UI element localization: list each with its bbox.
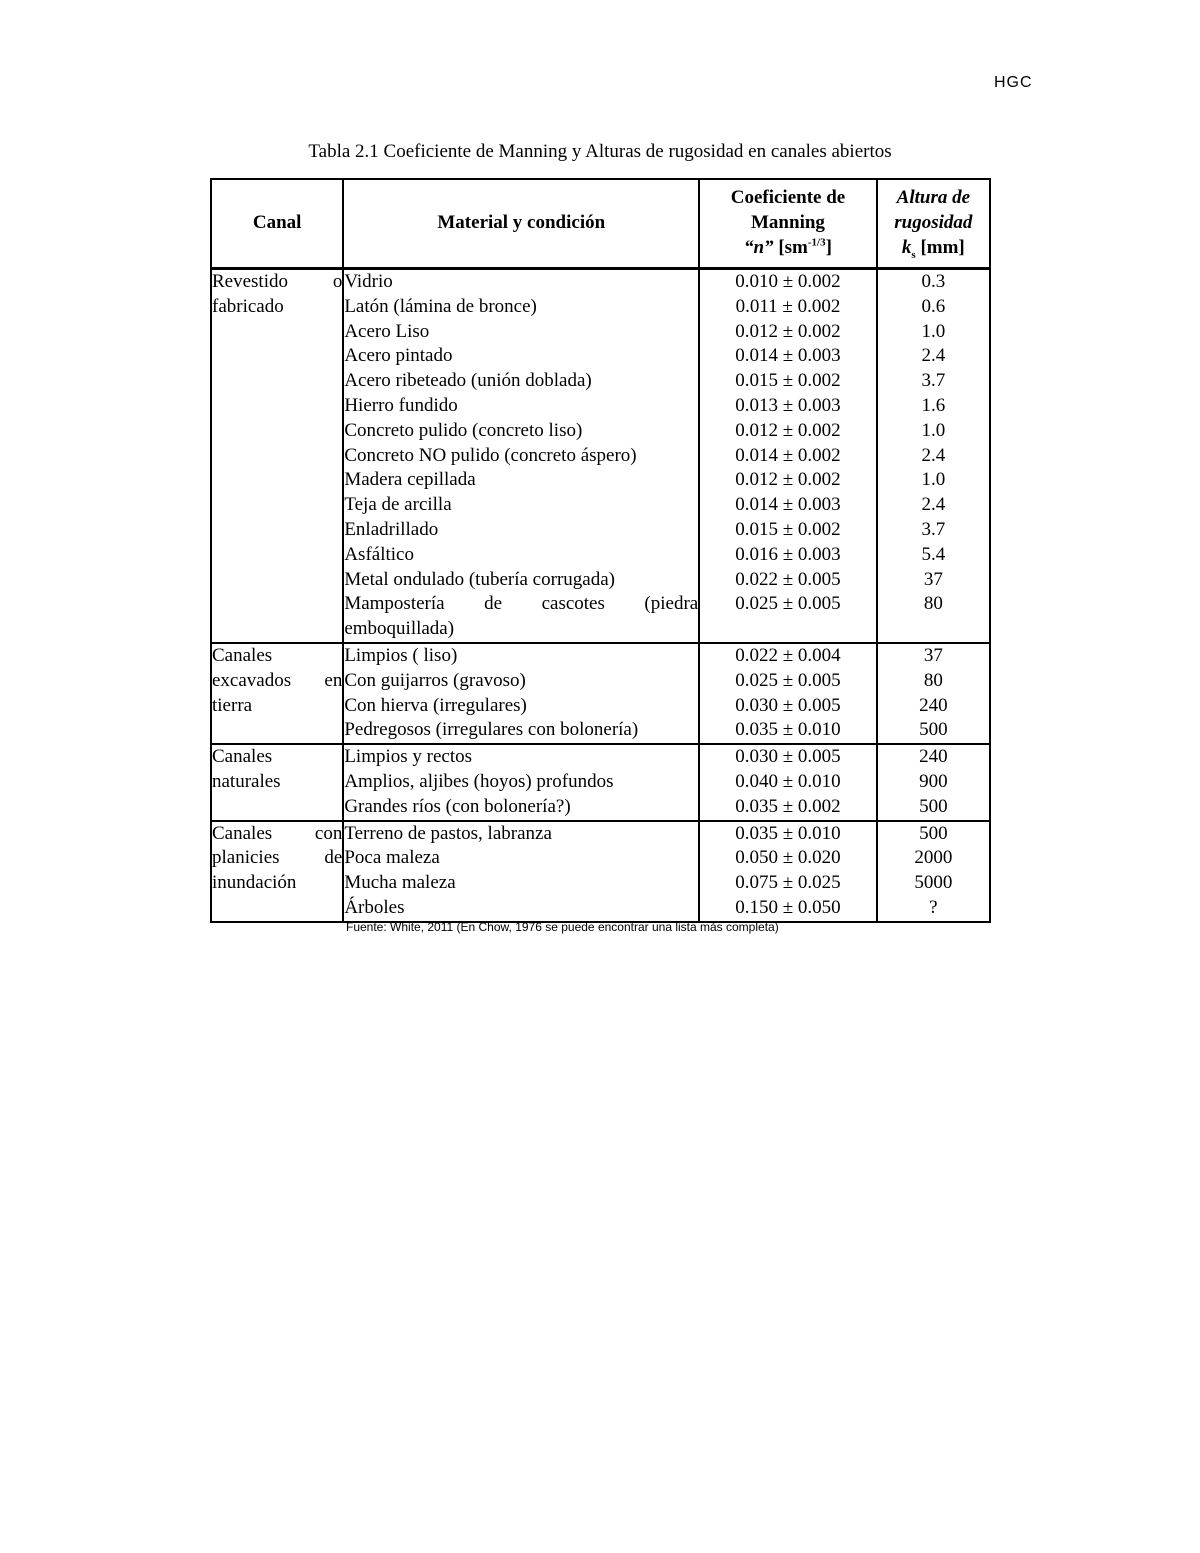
manning-n-cell: 0.075 ± 0.025 <box>699 871 876 896</box>
header-ks-sub: s <box>911 248 916 261</box>
roughness-ks-cell: 37 <box>877 643 990 669</box>
manning-n-cell: 0.015 ± 0.002 <box>699 518 876 543</box>
header-canal: Canal <box>211 179 343 269</box>
material-cell: Acero pintado <box>343 344 699 369</box>
material-cell: Concreto NO pulido (concreto áspero) <box>343 444 699 469</box>
manning-n-cell: 0.035 ± 0.010 <box>699 821 876 847</box>
material-cell: Enladrillado <box>343 518 699 543</box>
canal-group-label: Canales naturales <box>211 744 343 820</box>
roughness-ks-cell: 2000 <box>877 846 990 871</box>
header-material: Material y condición <box>343 179 699 269</box>
manning-n-cell: 0.025 ± 0.005 <box>699 669 876 694</box>
material-cell: Árboles <box>343 896 699 922</box>
roughness-ks-cell: 37 <box>877 568 990 593</box>
header-n-unit-post: ] <box>825 236 832 258</box>
manning-n-cell: 0.022 ± 0.004 <box>699 643 876 669</box>
roughness-ks-cell: 500 <box>877 718 990 744</box>
roughness-ks-cell: 1.0 <box>877 320 990 345</box>
header-manning-n <box>699 179 876 269</box>
page-header-mark: HGC <box>994 74 1033 91</box>
roughness-ks-cell: 1.6 <box>877 394 990 419</box>
material-cell: Metal ondulado (tubería corrugada) <box>343 568 699 593</box>
manning-n-cell: 0.014 ± 0.003 <box>699 493 876 518</box>
table-row <box>211 821 990 847</box>
manning-n-cell: 0.030 ± 0.005 <box>699 694 876 719</box>
roughness-ks-cell: 80 <box>877 669 990 694</box>
roughness-ks-cell: 5.4 <box>877 543 990 568</box>
manning-n-cell: 0.022 ± 0.005 <box>699 568 876 593</box>
table-row <box>211 643 990 669</box>
manning-n-cell: 0.014 ± 0.003 <box>699 344 876 369</box>
manning-n-cell: 0.035 ± 0.002 <box>699 795 876 821</box>
manning-n-cell: 0.015 ± 0.002 <box>699 369 876 394</box>
roughness-ks-cell: 0.6 <box>877 295 990 320</box>
header-ks-unit: [mm] <box>915 236 965 258</box>
material-cell: Latón (lámina de bronce) <box>343 295 699 320</box>
material-cell: Concreto pulido (concreto liso) <box>343 419 699 444</box>
header-ks-line2: rugosidad <box>894 212 973 234</box>
table-header <box>211 179 990 269</box>
table-source-footnote: Fuente: White, 2011 (En Chow, 1976 se puede encontrar una lista más completa) <box>346 920 779 934</box>
roughness-ks-cell: 1.0 <box>877 468 990 493</box>
header-n-line3 <box>700 236 875 261</box>
manning-n-cell: 0.150 ± 0.050 <box>699 896 876 922</box>
roughness-ks-cell: 1.0 <box>877 419 990 444</box>
table-body <box>211 269 990 922</box>
roughness-ks-cell: 0.3 <box>877 269 990 295</box>
header-ks-line1: Altura de <box>896 187 971 209</box>
roughness-ks-cell: 2.4 <box>877 344 990 369</box>
manning-n-cell: 0.016 ± 0.003 <box>699 543 876 568</box>
header-ks-symbol: k <box>901 236 912 258</box>
material-cell: Poca maleza <box>343 846 699 871</box>
material-cell: Amplios, aljibes (hoyos) profundos <box>343 770 699 795</box>
roughness-ks-cell: 500 <box>877 795 990 821</box>
roughness-ks-cell: 80 <box>877 592 990 643</box>
manning-n-cell: 0.050 ± 0.020 <box>699 846 876 871</box>
manning-n-cell: 0.012 ± 0.002 <box>699 419 876 444</box>
material-cell: Mucha maleza <box>343 871 699 896</box>
material-cell: Acero ribeteado (unión doblada) <box>343 369 699 394</box>
manning-n-cell: 0.013 ± 0.003 <box>699 394 876 419</box>
table-caption: Tabla 2.1 Coeficiente de Manning y Alturas de rugosidad en canales abiertos <box>308 141 892 162</box>
material-cell: Hierro fundido <box>343 394 699 419</box>
manning-n-cell: 0.012 ± 0.002 <box>699 468 876 493</box>
roughness-ks-cell: ? <box>877 896 990 922</box>
header-n-line1: Coeficiente de <box>730 187 846 209</box>
table-row <box>211 269 990 295</box>
roughness-ks-cell: 500 <box>877 821 990 847</box>
material-cell: Vidrio <box>343 269 699 295</box>
manning-n-cell: 0.040 ± 0.010 <box>699 770 876 795</box>
material-cell: Madera cepillada <box>343 468 699 493</box>
roughness-ks-cell: 3.7 <box>877 369 990 394</box>
material-cell: Mampostería de cascotes (piedra emboquillada) <box>343 592 699 643</box>
manning-n-cell: 0.035 ± 0.010 <box>699 718 876 744</box>
header-n-symbol: “n” <box>743 236 774 258</box>
roughness-ks-cell: 2.4 <box>877 444 990 469</box>
material-cell: Con guijarros (gravoso) <box>343 669 699 694</box>
roughness-ks-cell: 240 <box>877 694 990 719</box>
manning-n-cell: 0.012 ± 0.002 <box>699 320 876 345</box>
material-cell: Pedregosos (irregulares con bolonería) <box>343 718 699 744</box>
header-ks <box>877 179 990 269</box>
material-cell: Acero Liso <box>343 320 699 345</box>
manning-n-cell: 0.011 ± 0.002 <box>699 295 876 320</box>
roughness-ks-cell: 3.7 <box>877 518 990 543</box>
material-cell: Limpios ( liso) <box>343 643 699 669</box>
material-cell: Con hierva (irregulares) <box>343 694 699 719</box>
header-n-unit-pre: [sm <box>773 236 808 258</box>
material-cell: Grandes ríos (con bolonería?) <box>343 795 699 821</box>
roughness-ks-cell: 2.4 <box>877 493 990 518</box>
manning-n-cell: 0.010 ± 0.002 <box>699 269 876 295</box>
header-n-line2: Manning <box>751 212 825 234</box>
manning-n-cell: 0.014 ± 0.002 <box>699 444 876 469</box>
roughness-ks-cell: 900 <box>877 770 990 795</box>
material-cell: Limpios y rectos <box>343 744 699 770</box>
header-ks-line3 <box>878 236 989 261</box>
canal-group-label: Canales con planicies de inundación <box>211 821 343 922</box>
manning-n-cell: 0.030 ± 0.005 <box>699 744 876 770</box>
table-row <box>211 744 990 770</box>
canal-group-label: Canales excavados en tierra <box>211 643 343 744</box>
roughness-ks-cell: 5000 <box>877 871 990 896</box>
material-cell: Terreno de pastos, labranza <box>343 821 699 847</box>
roughness-ks-cell: 240 <box>877 744 990 770</box>
manning-table <box>210 178 991 923</box>
manning-n-cell: 0.025 ± 0.005 <box>699 592 876 643</box>
material-cell: Teja de arcilla <box>343 493 699 518</box>
material-cell: Asfáltico <box>343 543 699 568</box>
canal-group-label: Revestido o fabricado <box>211 269 343 643</box>
header-n-unit-exp: -1/3 <box>807 236 826 249</box>
